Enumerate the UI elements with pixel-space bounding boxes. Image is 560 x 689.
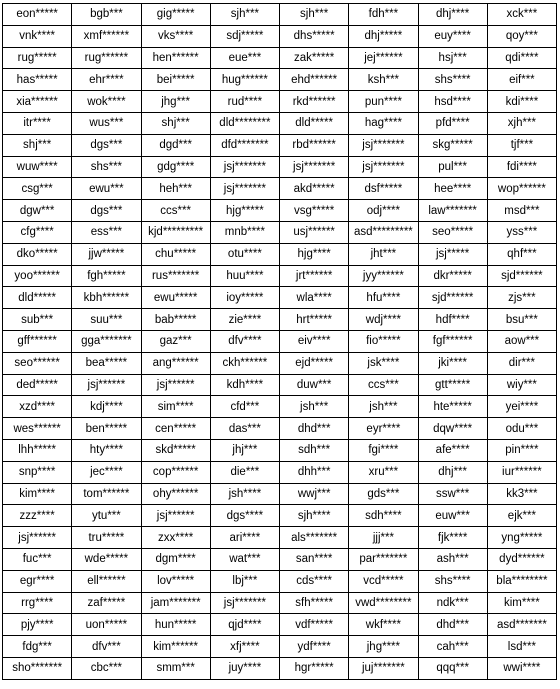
table-cell: jsj******* [210, 178, 279, 200]
table-cell: kk3*** [487, 483, 556, 505]
table-row [3, 461, 557, 483]
table-cell: dhh*** [280, 461, 349, 483]
table-cell: sfh***** [280, 592, 349, 614]
table-cell: eon***** [3, 4, 72, 26]
table-cell: skd***** [141, 439, 210, 461]
table-row [3, 614, 557, 636]
table-cell: jrt****** [280, 265, 349, 287]
table-cell: jsj******* [210, 592, 279, 614]
table-cell: dld***** [3, 287, 72, 309]
table-cell: cah*** [418, 636, 487, 658]
table-cell: jsj****** [3, 527, 72, 549]
table-cell: jsj******* [280, 156, 349, 178]
table-cell: sub*** [3, 309, 72, 331]
table-cell: gga******* [72, 330, 141, 352]
table-cell: zxx**** [141, 527, 210, 549]
table-cell: pfd**** [418, 112, 487, 134]
table-cell: lhh***** [3, 439, 72, 461]
table-cell: wiy*** [487, 374, 556, 396]
table-cell: mnb**** [210, 221, 279, 243]
table-row [3, 47, 557, 69]
table-cell: jsh*** [349, 396, 418, 418]
table-cell: ejd***** [280, 352, 349, 374]
table-cell: yss*** [487, 221, 556, 243]
table-cell: eue*** [210, 47, 279, 69]
table-cell: rkd****** [280, 91, 349, 113]
table-cell: smm*** [141, 657, 210, 679]
table-cell: hjg**** [280, 243, 349, 265]
table-cell: jej****** [349, 47, 418, 69]
table-cell: sho******* [3, 657, 72, 679]
table-cell: xck*** [487, 4, 556, 26]
table-cell: ari**** [210, 527, 279, 549]
table-cell: ckh****** [210, 352, 279, 374]
table-cell: hee**** [418, 178, 487, 200]
table-row [3, 527, 557, 549]
table-cell: dko***** [3, 243, 72, 265]
table-cell: shs**** [418, 69, 487, 91]
table-cell: egr**** [3, 570, 72, 592]
table-cell: sim**** [141, 396, 210, 418]
table-body [3, 4, 557, 680]
table-cell: fdh*** [349, 4, 418, 26]
table-cell: yoo****** [3, 265, 72, 287]
table-cell: ytu*** [72, 505, 141, 527]
table-cell: wop****** [487, 178, 556, 200]
table-cell: ccs*** [349, 374, 418, 396]
table-row [3, 221, 557, 243]
table-cell: ioy***** [210, 287, 279, 309]
table-cell: zie**** [210, 309, 279, 331]
table-cell: dgw*** [3, 200, 72, 222]
table-cell: ell****** [72, 570, 141, 592]
table-cell: jec**** [72, 461, 141, 483]
table-cell: ben***** [72, 418, 141, 440]
table-cell: kdi**** [487, 91, 556, 113]
table-cell: lov***** [141, 570, 210, 592]
table-cell: jki**** [418, 352, 487, 374]
table-cell: dkr***** [418, 265, 487, 287]
table-cell: otu**** [210, 243, 279, 265]
table-cell: rrg**** [3, 592, 72, 614]
table-cell: dfv*** [72, 636, 141, 658]
table-cell: bab***** [141, 309, 210, 331]
table-cell: gff****** [3, 330, 72, 352]
table-cell: jsj****** [72, 374, 141, 396]
table-cell: xia****** [3, 91, 72, 113]
table-cell: zzz**** [3, 505, 72, 527]
table-row [3, 178, 557, 200]
table-cell: jsh**** [210, 483, 279, 505]
table-row [3, 243, 557, 265]
table-cell: lbj*** [210, 570, 279, 592]
table-cell: ccs*** [141, 200, 210, 222]
table-row [3, 330, 557, 352]
table-cell: sdh**** [349, 505, 418, 527]
table-cell: ess*** [72, 221, 141, 243]
table-row [3, 657, 557, 679]
table-cell: huu**** [210, 265, 279, 287]
table-cell: fdi**** [487, 156, 556, 178]
table-row [3, 439, 557, 461]
table-cell: hsd**** [418, 91, 487, 113]
table-cell: hen****** [141, 47, 210, 69]
table-cell: hty**** [72, 439, 141, 461]
table-cell: sjh*** [280, 4, 349, 26]
table-row [3, 4, 557, 26]
table-cell: suu*** [72, 309, 141, 331]
table-cell: cop****** [141, 461, 210, 483]
table-row [3, 548, 557, 570]
table-cell: ded***** [3, 374, 72, 396]
table-cell: tom****** [72, 483, 141, 505]
table-row [3, 352, 557, 374]
table-cell: eyr**** [349, 418, 418, 440]
table-cell: rug***** [3, 47, 72, 69]
table-cell: dsf***** [349, 178, 418, 200]
table-cell: ehd****** [280, 69, 349, 91]
table-cell: dir*** [487, 352, 556, 374]
table-cell: cfg**** [3, 221, 72, 243]
table-cell: sjh*** [210, 4, 279, 26]
table-cell: xru*** [349, 461, 418, 483]
table-row [3, 69, 557, 91]
table-cell: fgi**** [349, 439, 418, 461]
table-row [3, 156, 557, 178]
table-cell: shs**** [418, 570, 487, 592]
table-cell: dgm**** [141, 548, 210, 570]
table-cell: fio***** [349, 330, 418, 352]
table-cell: sjd****** [418, 287, 487, 309]
table-cell: jsj***** [418, 243, 487, 265]
table-cell: hsj*** [418, 47, 487, 69]
table-cell: kim**** [487, 592, 556, 614]
table-cell: par******* [349, 548, 418, 570]
table-row [3, 483, 557, 505]
table-cell: wkf**** [349, 614, 418, 636]
table-cell: wat*** [210, 548, 279, 570]
table-cell: has***** [3, 69, 72, 91]
table-cell: ewu*** [72, 178, 141, 200]
table-cell: wes****** [3, 418, 72, 440]
table-cell: juj******* [349, 657, 418, 679]
table-cell: afe**** [418, 439, 487, 461]
table-cell: iur****** [487, 461, 556, 483]
table-cell: hug****** [210, 69, 279, 91]
table-cell: chu***** [141, 243, 210, 265]
table-cell: pun**** [349, 91, 418, 113]
table-cell: als******* [280, 527, 349, 549]
table-cell: qqq*** [418, 657, 487, 679]
table-cell: eif*** [487, 69, 556, 91]
table-cell: dhd*** [418, 614, 487, 636]
table-cell: jsj****** [141, 374, 210, 396]
table-row [3, 636, 557, 658]
table-cell: aow*** [487, 330, 556, 352]
masked-id-table [2, 3, 557, 680]
table-cell: gaz*** [141, 330, 210, 352]
table-cell: cbc*** [72, 657, 141, 679]
table-cell: seo***** [418, 221, 487, 243]
table-cell: dfv**** [210, 330, 279, 352]
table-cell: vnk**** [3, 25, 72, 47]
table-cell: ksh*** [349, 69, 418, 91]
table-cell: tjf*** [487, 134, 556, 156]
table-cell: hte***** [418, 396, 487, 418]
table-cell: euy**** [418, 25, 487, 47]
table-cell: jyy****** [349, 265, 418, 287]
table-row [3, 265, 557, 287]
table-cell: dqw**** [418, 418, 487, 440]
table-cell: vsg***** [280, 200, 349, 222]
table-cell: kjd********* [141, 221, 210, 243]
table-row [3, 570, 557, 592]
table-cell: dgs*** [72, 134, 141, 156]
table-cell: heh*** [141, 178, 210, 200]
table-cell: ohy****** [141, 483, 210, 505]
table-cell: wde***** [72, 548, 141, 570]
table-cell: kdj**** [72, 396, 141, 418]
table-cell: itr**** [3, 112, 72, 134]
table-cell: dhs***** [280, 25, 349, 47]
table-cell: wus*** [72, 112, 141, 134]
table-cell: rug****** [72, 47, 141, 69]
table-cell: jsh*** [280, 396, 349, 418]
table-cell: jsj******* [210, 156, 279, 178]
table-cell: wok**** [72, 91, 141, 113]
table-cell: bgb*** [72, 4, 141, 26]
table-cell: gds*** [349, 483, 418, 505]
table-cell: ang****** [141, 352, 210, 374]
table-cell: uon***** [72, 614, 141, 636]
table-cell: wdj**** [349, 309, 418, 331]
table-cell: pul*** [418, 156, 487, 178]
table-cell: shj*** [3, 134, 72, 156]
table-cell: hdf**** [418, 309, 487, 331]
table-cell: kbh****** [72, 287, 141, 309]
table-cell: hrt***** [280, 309, 349, 331]
table-cell: sdh*** [280, 439, 349, 461]
table-cell: vdf***** [280, 614, 349, 636]
table-cell: xzd**** [3, 396, 72, 418]
table-cell: ejk*** [487, 505, 556, 527]
table-cell: euw*** [418, 505, 487, 527]
table-row [3, 309, 557, 331]
table-cell: wla**** [280, 287, 349, 309]
table-cell: dgs**** [210, 505, 279, 527]
table-cell: bei***** [141, 69, 210, 91]
table-cell: asd********* [349, 221, 418, 243]
table-cell: dgs*** [72, 200, 141, 222]
table-cell: rbd****** [280, 134, 349, 156]
table-cell: wuw**** [3, 156, 72, 178]
table-cell: jht*** [349, 243, 418, 265]
table-cell: ewu***** [141, 287, 210, 309]
table-cell: rus******* [141, 265, 210, 287]
table-cell: fgf****** [418, 330, 487, 352]
table-cell: rud**** [210, 91, 279, 113]
table-cell: dhd*** [280, 418, 349, 440]
table-cell: skg***** [418, 134, 487, 156]
table-cell: msd*** [487, 200, 556, 222]
table-row [3, 25, 557, 47]
table-cell: asd******* [487, 614, 556, 636]
table-cell: odu*** [487, 418, 556, 440]
table-cell: die*** [210, 461, 279, 483]
table-cell: yei**** [487, 396, 556, 418]
table-cell: ndk*** [418, 592, 487, 614]
table-cell: qoy*** [487, 25, 556, 47]
table-cell: law******* [418, 200, 487, 222]
table-cell: dhj***** [349, 25, 418, 47]
table-cell: qhf*** [487, 243, 556, 265]
table-cell: fgh***** [72, 265, 141, 287]
table-cell: ssw*** [418, 483, 487, 505]
table-row [3, 134, 557, 156]
table-cell: yng***** [487, 527, 556, 549]
table-cell: hun***** [141, 614, 210, 636]
table-cell: dfd******* [210, 134, 279, 156]
table-cell: gtt***** [418, 374, 487, 396]
table-row [3, 287, 557, 309]
table-cell: bsu*** [487, 309, 556, 331]
table-cell: zak***** [280, 47, 349, 69]
table-cell: dld******** [210, 112, 279, 134]
table-cell: xjh*** [487, 112, 556, 134]
table-cell: jsk**** [349, 352, 418, 374]
table-cell: jjw***** [72, 243, 141, 265]
table-cell: wwi**** [487, 657, 556, 679]
table-cell: dhj*** [418, 461, 487, 483]
table-cell: tru***** [72, 527, 141, 549]
table-cell: shs*** [72, 156, 141, 178]
table-cell: gdg**** [141, 156, 210, 178]
table-cell: vks**** [141, 25, 210, 47]
table-cell: sjd****** [487, 265, 556, 287]
table-cell: zjs*** [487, 287, 556, 309]
table-row [3, 374, 557, 396]
table-cell: jam******* [141, 592, 210, 614]
table-row [3, 592, 557, 614]
table-row [3, 505, 557, 527]
table-cell: gig***** [141, 4, 210, 26]
table-cell: fdg*** [3, 636, 72, 658]
table-cell: jhj*** [210, 439, 279, 461]
table-cell: usj****** [280, 221, 349, 243]
table-row [3, 396, 557, 418]
table-cell: dgd*** [141, 134, 210, 156]
table-cell: ehr**** [72, 69, 141, 91]
table-cell: vwd******** [349, 592, 418, 614]
table-cell: jhg*** [141, 91, 210, 113]
table-cell: ash*** [418, 548, 487, 570]
table-cell: kim**** [3, 483, 72, 505]
table-cell: pjy**** [3, 614, 72, 636]
table-cell: hfu**** [349, 287, 418, 309]
table-cell: cfd*** [210, 396, 279, 418]
table-cell: shj*** [141, 112, 210, 134]
table-cell: lsd*** [487, 636, 556, 658]
table-cell: snp**** [3, 461, 72, 483]
table-cell: fjk**** [418, 527, 487, 549]
table-cell: hag**** [349, 112, 418, 134]
table-cell: kdh**** [210, 374, 279, 396]
table-cell: jsj******* [349, 156, 418, 178]
table-cell: csg*** [3, 178, 72, 200]
table-row [3, 200, 557, 222]
table-cell: xfj**** [210, 636, 279, 658]
table-cell: eiv**** [280, 330, 349, 352]
table-row [3, 418, 557, 440]
table-row [3, 91, 557, 113]
table-cell: ydf**** [280, 636, 349, 658]
table-cell: odj**** [349, 200, 418, 222]
table-cell: bla******** [487, 570, 556, 592]
table-cell: qdi**** [487, 47, 556, 69]
table-cell: vcd***** [349, 570, 418, 592]
table-cell: dld***** [280, 112, 349, 134]
table-cell: dyd****** [487, 548, 556, 570]
table-cell: pin**** [487, 439, 556, 461]
table-cell: das*** [210, 418, 279, 440]
table-cell: wwj*** [280, 483, 349, 505]
table-cell: cds**** [280, 570, 349, 592]
table-cell: jsj****** [141, 505, 210, 527]
table-cell: hjg***** [210, 200, 279, 222]
table-cell: sjh**** [280, 505, 349, 527]
table-cell: bea***** [72, 352, 141, 374]
table-cell: jhg**** [349, 636, 418, 658]
table-cell: juy**** [210, 657, 279, 679]
table-cell: zaf***** [72, 592, 141, 614]
table-cell: duw*** [280, 374, 349, 396]
table-cell: dhj**** [418, 4, 487, 26]
table-cell: qjd**** [210, 614, 279, 636]
table-row [3, 112, 557, 134]
table-cell: kim****** [141, 636, 210, 658]
table-cell: xmf****** [72, 25, 141, 47]
table-cell: jsj******* [349, 134, 418, 156]
table-cell: seo****** [3, 352, 72, 374]
table-cell: akd***** [280, 178, 349, 200]
table-cell: san**** [280, 548, 349, 570]
table-cell: fuc*** [3, 548, 72, 570]
table-cell: sdj***** [210, 25, 279, 47]
table-cell: hgr***** [280, 657, 349, 679]
table-cell: cen***** [141, 418, 210, 440]
table-cell: jjj*** [349, 527, 418, 549]
